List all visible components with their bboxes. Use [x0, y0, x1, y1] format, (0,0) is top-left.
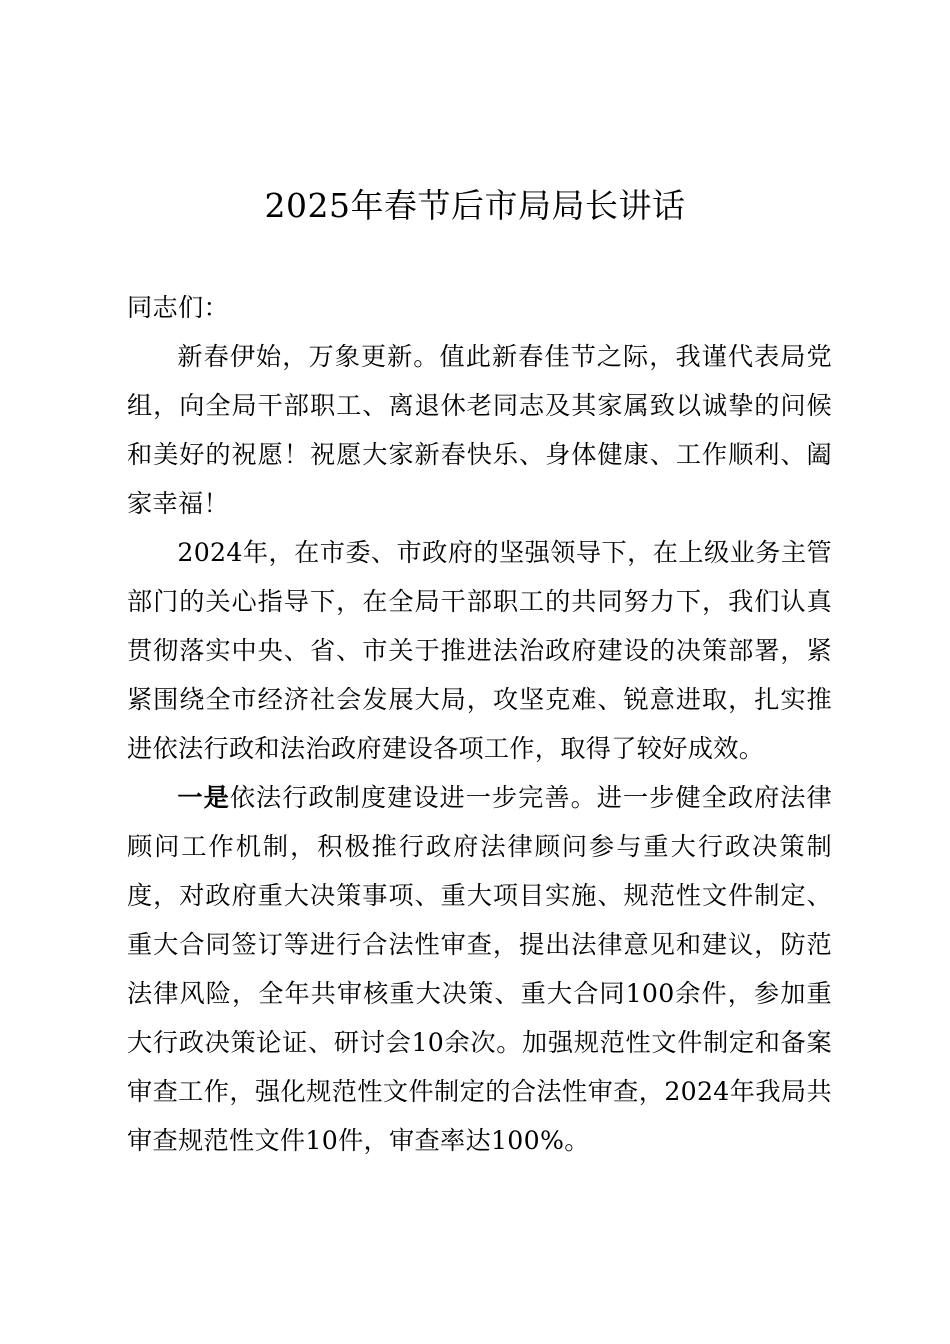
paragraph-point-one [127, 773, 832, 1165]
paragraph-greeting [127, 332, 832, 528]
paragraph-text: 新春伊始，万象更新。值此新春佳节之际，我谨代表局党组，向全局干部职工、离退休老同志及其家属致以诚挚的问候和美好的祝愿！祝愿大家新春快乐、身体健康、工作顺利、阖家幸福！ [127, 342, 832, 518]
paragraph-text: 依法行政制度建设进一步完善。进一步健全政府法律顾问工作机制，积极推行政府法律顾问参与重大行政决策制度，对政府重大决策事项、重大项目实施、规范性文件制定、重大合同签订等进行合法性审查，提出法律意见和建议，防范法律风险，全年共审核重大决策、重大合同100余件，参加重大行政决策论证、研讨会10余次。加强规范性文件制定和备案审查工作，强化规范性文件制定的合法性审查，2024年我局共审查规范性文件10件，审查率达100%。 [127, 783, 832, 1155]
document-title: 2025年春节后市局局长讲话 [264, 186, 686, 225]
document-body [127, 283, 832, 1165]
salutation: 同志们： [127, 293, 229, 322]
paragraph-text: 2024年，在市委、市政府的坚强领导下，在上级业务主管部门的关心指导下，在全局干部职工的共同努力下，我们认真贯彻落实中央、省、市关于推进法治政府建设的决策部署，紧紧围绕全市经济社会发展大局，攻坚克难、锐意进取，扎实推进依法行政和法治政府建设各项工作，取得了较好成效。 [127, 538, 832, 763]
paragraph-lead: 一是 [177, 783, 230, 812]
paragraph-review-2024 [127, 528, 832, 773]
